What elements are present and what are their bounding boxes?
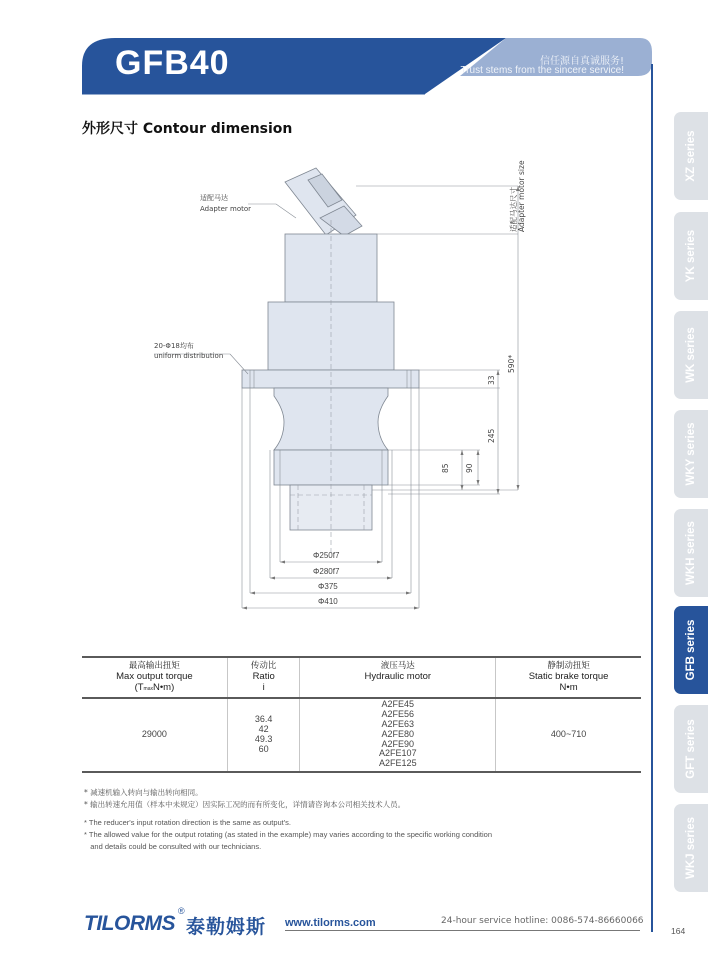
header-banner <box>0 0 710 100</box>
brand-logo: TILORMS <box>84 912 175 935</box>
page-number: 164 <box>671 926 686 936</box>
motor-value: A2FE125 <box>379 758 417 769</box>
dim-33: 33 <box>487 375 496 385</box>
adapter-motor-label-cn: 适配马达 <box>200 194 228 202</box>
tab-wkj-series[interactable] <box>674 804 708 892</box>
note-en-2: * The allowed value for the output rotating (as stated in the example) may varies according to the specific working condition <box>84 830 492 839</box>
header-brake-unit: N•m <box>559 681 578 693</box>
website-link[interactable]: www.tilorms.com <box>285 917 376 929</box>
flange-shape <box>242 370 419 388</box>
dia-375: Φ375 <box>318 582 338 591</box>
tab-label: WK series <box>685 327 697 383</box>
tab-label: WKJ series <box>685 816 697 880</box>
header-motor <box>300 657 496 698</box>
header-torque-en: Max output torque <box>116 670 193 682</box>
tab-label: GFT series <box>685 719 697 779</box>
contour-drawing <box>130 160 530 620</box>
holes-label-cn: 20-Φ18均布 <box>154 342 194 350</box>
header-ratio-sym: i <box>262 681 265 693</box>
note-cn-2: * 输出转速允用值（样本中未规定）因实际工况的而有所变化，详情请咨询本公司相关技术人员。 <box>84 800 406 809</box>
header-torque-cn: 最高输出扭矩 <box>128 661 180 671</box>
tab-xz-series[interactable] <box>674 112 708 200</box>
motor-value: A2FE107 <box>379 748 417 759</box>
header-torque-unit: (TmaxN•m) <box>134 681 175 693</box>
dim-590: 590* <box>507 354 516 373</box>
ratio-value: 36.4 <box>254 713 273 724</box>
tab-gfb-series[interactable] <box>674 606 708 694</box>
note-cn-1: * 减速机输入转向与输出转向相同。 <box>84 788 203 797</box>
spec-table <box>82 656 641 773</box>
tab-label: XZ series <box>685 130 697 182</box>
tab-yk-series[interactable] <box>674 212 708 300</box>
motor-value: A2FE56 <box>381 708 415 719</box>
header-brake-cn: 静制动扭矩 <box>547 661 590 671</box>
header-brake-en: Static brake torque <box>528 670 609 682</box>
service-hotline: 24-hour service hotline: 0086-574-86660066 <box>441 916 644 926</box>
tab-label: YK series <box>685 229 697 283</box>
ratio-value: 49.3 <box>254 733 273 744</box>
header-motor-cn: 液压马达 <box>380 661 415 671</box>
ratio-value: 42 <box>258 723 269 734</box>
cell-ratios <box>227 698 300 772</box>
dim-90: 90 <box>465 463 474 473</box>
model-title: GFB40 <box>115 44 230 82</box>
dim-85: 85 <box>441 463 450 473</box>
motor-value: A2FE63 <box>381 718 415 729</box>
right-divider <box>651 64 653 932</box>
dia-280: Φ280f7 <box>313 567 340 576</box>
tab-wkh-series[interactable] <box>674 509 708 597</box>
tab-label: WKY series <box>685 422 697 486</box>
header-brake <box>496 657 641 698</box>
note-en-1: * The reducer's input rotation direction is the same as output's. <box>84 818 292 827</box>
table-row <box>82 698 641 772</box>
dia-410: Φ410 <box>318 597 338 606</box>
motor-value: A2FE90 <box>381 738 415 749</box>
registered-mark: ® <box>178 906 185 916</box>
notes <box>84 787 644 853</box>
tab-gft-series[interactable] <box>674 705 708 793</box>
motor-size-label-en: Adapter motor size <box>517 160 526 232</box>
cell-motors <box>300 698 496 772</box>
dim-245: 245 <box>487 428 496 443</box>
slogan-cn: 信任源自真诚服务! <box>539 56 624 67</box>
header-motor-en: Hydraulic motor <box>364 670 432 682</box>
motor-value: A2FE80 <box>381 728 415 739</box>
header-ratio <box>227 657 300 698</box>
brand-logo-cn: 泰勒姆斯 <box>186 916 267 938</box>
footer-divider <box>285 930 640 931</box>
header-ratio-en: Ratio <box>252 670 275 682</box>
ratio-value: 60 <box>258 743 269 754</box>
tab-wky-series[interactable] <box>674 410 708 498</box>
note-en-3: and details could be consulted with our technicians. <box>84 842 262 851</box>
dia-250: Φ250f7 <box>313 551 340 560</box>
motor-size-label-cn: 适配马达尺寸 <box>509 187 518 232</box>
tab-label: WKH series <box>685 521 697 585</box>
adapter-motor-label-en: Adapter motor <box>200 205 252 213</box>
slogan-en: Trust stems from the sincere service! <box>460 65 624 76</box>
tab-wk-series[interactable] <box>674 311 708 399</box>
page-header <box>0 0 710 100</box>
section-title: 外形尺寸 Contour dimension <box>82 121 293 137</box>
tab-label: GFB series <box>685 619 697 681</box>
header-torque <box>82 657 227 698</box>
holes-label-en: uniform distribution <box>154 352 224 360</box>
table-header-row <box>82 657 641 698</box>
output-shaft-shape <box>290 485 372 530</box>
cell-torque: 29000 <box>141 728 167 739</box>
header-ratio-cn: 传动比 <box>250 661 277 671</box>
motor-value: A2FE45 <box>381 698 415 709</box>
cell-brake: 400~710 <box>496 698 641 772</box>
